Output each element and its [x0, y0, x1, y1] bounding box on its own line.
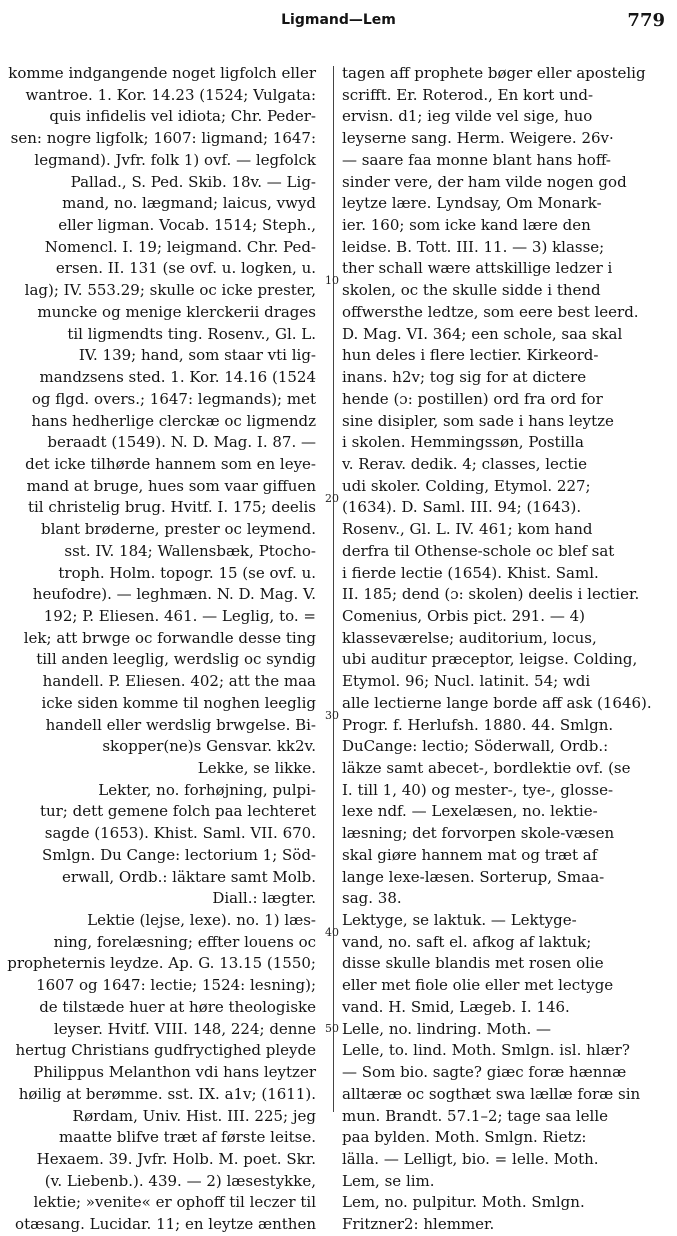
text-line: de tilstæde huer at høre theologiske [39, 997, 316, 1016]
running-head: Ligmand—Lem [281, 12, 396, 28]
text-line: 192; P. Eliesen. 461. — Leglig, to. = [43, 606, 316, 625]
text-line: Nomencl. I. 19; leigmand. Chr. Ped- [44, 237, 316, 256]
text-line: lälla. — Lelligt, bio. = lelle. Moth. [342, 1149, 599, 1168]
text-line: skolen, oc the skulle sidde i thend [342, 281, 601, 300]
text-line: Lem, se lim. [342, 1171, 435, 1190]
text-line: — saare faa monne blant hans hoff- [342, 150, 612, 169]
text-line: maatte blifve træt af første leitse. [59, 1128, 316, 1147]
text-line: tagen aff prophete bøger eller apostelig [342, 64, 646, 82]
line-number: 40 [325, 926, 339, 939]
text-line: (1634). D. Saml. III. 94; (1643). [342, 498, 582, 517]
text-line: eller met fiole olie eller met lectyge [342, 976, 614, 995]
text-line: — Som bio. sagte? giæc foræ hænnæ [342, 1063, 627, 1082]
text-line: ersen. II. 131 (se ovf. u. logken, u. [55, 259, 316, 278]
text-line: det icke tilhørde hannem som en leye- [25, 454, 316, 473]
text-line: propheternis leydze. Ap. G. 13.15 (1550; [7, 954, 316, 973]
text-line: IV. 139; hand, som staar vti lig- [78, 346, 316, 365]
text-line: Rørdam, Univ. Hist. III. 225; jeg [72, 1106, 316, 1125]
text-line: lexe ndf. — Lexelæsen, no. lektie- [342, 802, 598, 821]
text-line: wantroe. 1. Kor. 14.23 (1524; Vulgata: [25, 85, 316, 104]
text-line: sen: nogre ligfolk; 1607: ligmand; 1647: [10, 129, 316, 148]
text-line: sag. 38. [342, 889, 402, 908]
text-line: alltæræ oc sogthæt swa lællæ foræ sin [342, 1084, 641, 1103]
text-line: Diall.: lægter. [212, 889, 316, 908]
text-line: v. Rerav. dedik. 4; classes, lectie [342, 454, 588, 473]
text-line: disse skulle blandis met rosen olie [342, 954, 604, 973]
text-line: läkze samt abecet-, bordlektie ovf. (se [342, 759, 631, 777]
text-line: Pallad., S. Ped. Skib. 18v. — Lig- [70, 172, 316, 191]
line-number: 50 [325, 1022, 339, 1035]
text-line: handell. P. Eliesen. 402; att the maa [42, 672, 316, 691]
text-line: Etymol. 96; Nucl. latinit. 54; wdi [342, 672, 591, 691]
text-line: leyser. Hvitf. VIII. 148, 224; denne [53, 1019, 316, 1038]
text-line: Rosenv., Gl. L. IV. 461; kom hand [342, 520, 593, 539]
text-line: ther schall wære attskillige ledzer i [342, 259, 613, 278]
text-line: muncke og menige klerckerii drages [37, 302, 316, 321]
text-line: skal giøre hannem mat og træt af [342, 845, 598, 864]
text-line: icke siden komme til noghen leeglig [41, 693, 316, 712]
text-line: vand, no. saft el. afkog af laktuk; [342, 932, 592, 951]
text-line: Hexaem. 39. Jvfr. Holb. M. poet. Skr. [36, 1149, 316, 1168]
page-number: 779 [627, 10, 665, 31]
text-line: D. Mag. VI. 364; een schole, saa skal [342, 324, 623, 343]
text-line: offwersthe ledtze, som eere best leerd. [342, 302, 639, 321]
text-line: alle lectierne lange borde aff ask (1646). [342, 693, 652, 712]
text-line: legmand). Jvfr. folk 1) ovf. — legfolck [34, 150, 316, 169]
line-number: 10 [325, 274, 339, 287]
text-line: DuCange: lectio; Söderwall, Ordb.: [342, 737, 609, 756]
text-line: til ligmendts ting. Rosenv., Gl. L. [67, 324, 316, 343]
text-line: quis infidelis vel idiota; Chr. Peder- [49, 107, 316, 126]
text-line: sagde (1653). Khist. Saml. VII. 670. [44, 824, 316, 843]
text-line: klasseværelse; auditorium, locus, [342, 628, 597, 647]
text-line: (v. Liebenb.). 439. — 2) læsestykke, [44, 1171, 316, 1190]
text-line: inans. h2v; tog sig for at dictere [342, 368, 587, 387]
text-line: Lektyge, se laktuk. — Lektyge- [342, 911, 577, 930]
text-line: Lektie (lejse, lexe). no. 1) læs- [87, 911, 316, 930]
text-line: Philippus Melanthon vdi hans leytzer [33, 1063, 316, 1082]
text-line: lek; att brwge oc forwandle desse ting [23, 628, 316, 647]
text-line: heufodre). — leghmæn. N. D. Mag. V. [32, 585, 316, 604]
right-column [342, 63, 660, 1236]
text-line: otæsang. Lucidar. 11; en leytze ænthen [15, 1215, 316, 1234]
text-line: komme indgangende noget ligfolch eller [8, 64, 316, 82]
text-line: Smlgn. Du Cange: lectorium 1; Söd- [41, 845, 316, 864]
text-line: Lekke, se likke. [197, 759, 316, 777]
text-line: mandzsens sted. 1. Kor. 14.16 (1524 [39, 368, 316, 387]
text-line: erwall, Ordb.: läktare samt Molb. [61, 867, 316, 886]
text-line: tur; dett gemene folch paa lechteret [39, 802, 316, 821]
text-line: blant brøderne, prester oc leymend. [41, 520, 316, 539]
text-line: udi skoler. Colding, Etymol. 227; [342, 476, 591, 495]
text-line: eller ligman. Vocab. 1514; Steph., [58, 216, 316, 235]
text-line: hertug Christians gudfryctighed pleyde [15, 1041, 316, 1060]
text-line: i fierde lectie (1654). Khist. Saml. [342, 563, 599, 582]
text-line: till anden leeglig, werdslig oc syndig [36, 650, 316, 669]
text-line: lag); IV. 553.29; skulle oc icke prester, [24, 281, 316, 300]
text-line: Lelle, no. lindring. Moth. — [342, 1019, 552, 1038]
text-line: hun deles i flere lectier. Kirkeord- [342, 346, 599, 365]
text-line: mun. Brandt. 57.1–2; tage saa lelle [342, 1106, 609, 1125]
text-line: ervisn. d1; ieg vilde vel sige, huo [342, 107, 593, 126]
text-line: Lem, no. pulpitur. Moth. Smlgn. [342, 1193, 585, 1212]
text-line: leyserne sang. Herm. Weigere. 26v· [342, 129, 614, 148]
text-line: læsning; det forvorpen skole-væsen [342, 824, 615, 843]
line-number: 20 [325, 492, 339, 505]
text-line: leytze lære. Lyndsay, Om Monark- [342, 194, 602, 213]
text-line: hans hedherlige clerckæ oc ligmendz [31, 411, 316, 430]
text-line: ubi auditur præceptor, leigse. Colding, [342, 650, 638, 669]
text-line: paa bylden. Moth. Smlgn. Rietz: [342, 1128, 587, 1147]
text-line: lange lexe-læsen. Sorterup, Smaa- [342, 867, 605, 886]
text-line: og flgd. overs.; 1647: legmands); met [31, 389, 316, 408]
text-line: Comenius, Orbis pict. 291. — 4) [342, 606, 585, 625]
column-divider [333, 66, 334, 1112]
text-line: handell eller werdslig brwgelse. Bi- [45, 715, 316, 734]
text-line: sine disipler, som sade i hans leytze [342, 411, 614, 430]
left-column [0, 63, 322, 1236]
text-line: leidse. B. Tott. III. 11. — 3) klasse; [342, 237, 605, 256]
text-line: 1607 og 1647: lectie; 1524: lesning); [36, 976, 316, 995]
text-line: vand. H. Smid, Lægeb. I. 146. [342, 997, 570, 1016]
text-line: sst. IV. 184; Wallensbæk, Ptocho- [64, 541, 316, 560]
text-line: mand at bruge, hues som vaar giffuen [26, 476, 316, 495]
text-line: Lekter, no. forhøjning, pulpi- [98, 780, 316, 799]
text-line: ning, forelæsning; effter louens oc [53, 932, 316, 951]
text-line: i skolen. Hemmingssøn, Postilla [342, 433, 584, 452]
text-line: skopper(ne)s Gensvar. kk2v. [102, 737, 316, 756]
text-line: derfra til Othense-schole oc blef sat [342, 541, 615, 560]
text-line: II. 185; dend (ɔ: skolen) deelis i lectier. [342, 585, 640, 604]
text-line: til christelig brug. Hvitf. I. 175; deelis [27, 498, 316, 517]
page-header [0, 8, 677, 32]
line-number: 30 [325, 709, 339, 722]
text-line: troph. Holm. topogr. 15 (se ovf. u. [58, 563, 316, 582]
text-line: lektie; »venite« er ophoff til leczer til [33, 1193, 316, 1212]
text-line: sinder vere, der ham vilde nogen god [342, 172, 627, 191]
text-line: ier. 160; som icke kand lære den [342, 216, 591, 235]
text-line: I. till 1, 40) og mester-, tye-, glosse- [342, 780, 614, 799]
text-line: mand, no. lægmand; laicus, vwyd [62, 194, 316, 213]
text-line: høilig at berømme. sst. IX. a1v; (1611). [18, 1084, 316, 1103]
text-line: Lelle, to. lind. Moth. Smlgn. isl. hlær? [342, 1041, 630, 1060]
text-line: Fritzner2: hlemmer. [342, 1215, 495, 1234]
text-line: beraadt (1549). N. D. Mag. I. 87. — [47, 433, 316, 452]
text-line: Progr. f. Herlufsh. 1880. 44. Smlgn. [342, 715, 614, 734]
text-line: hende (ɔ: postillen) ord fra ord for [342, 389, 603, 408]
text-line: scrifft. Er. Roterod., En kort und- [342, 85, 594, 104]
